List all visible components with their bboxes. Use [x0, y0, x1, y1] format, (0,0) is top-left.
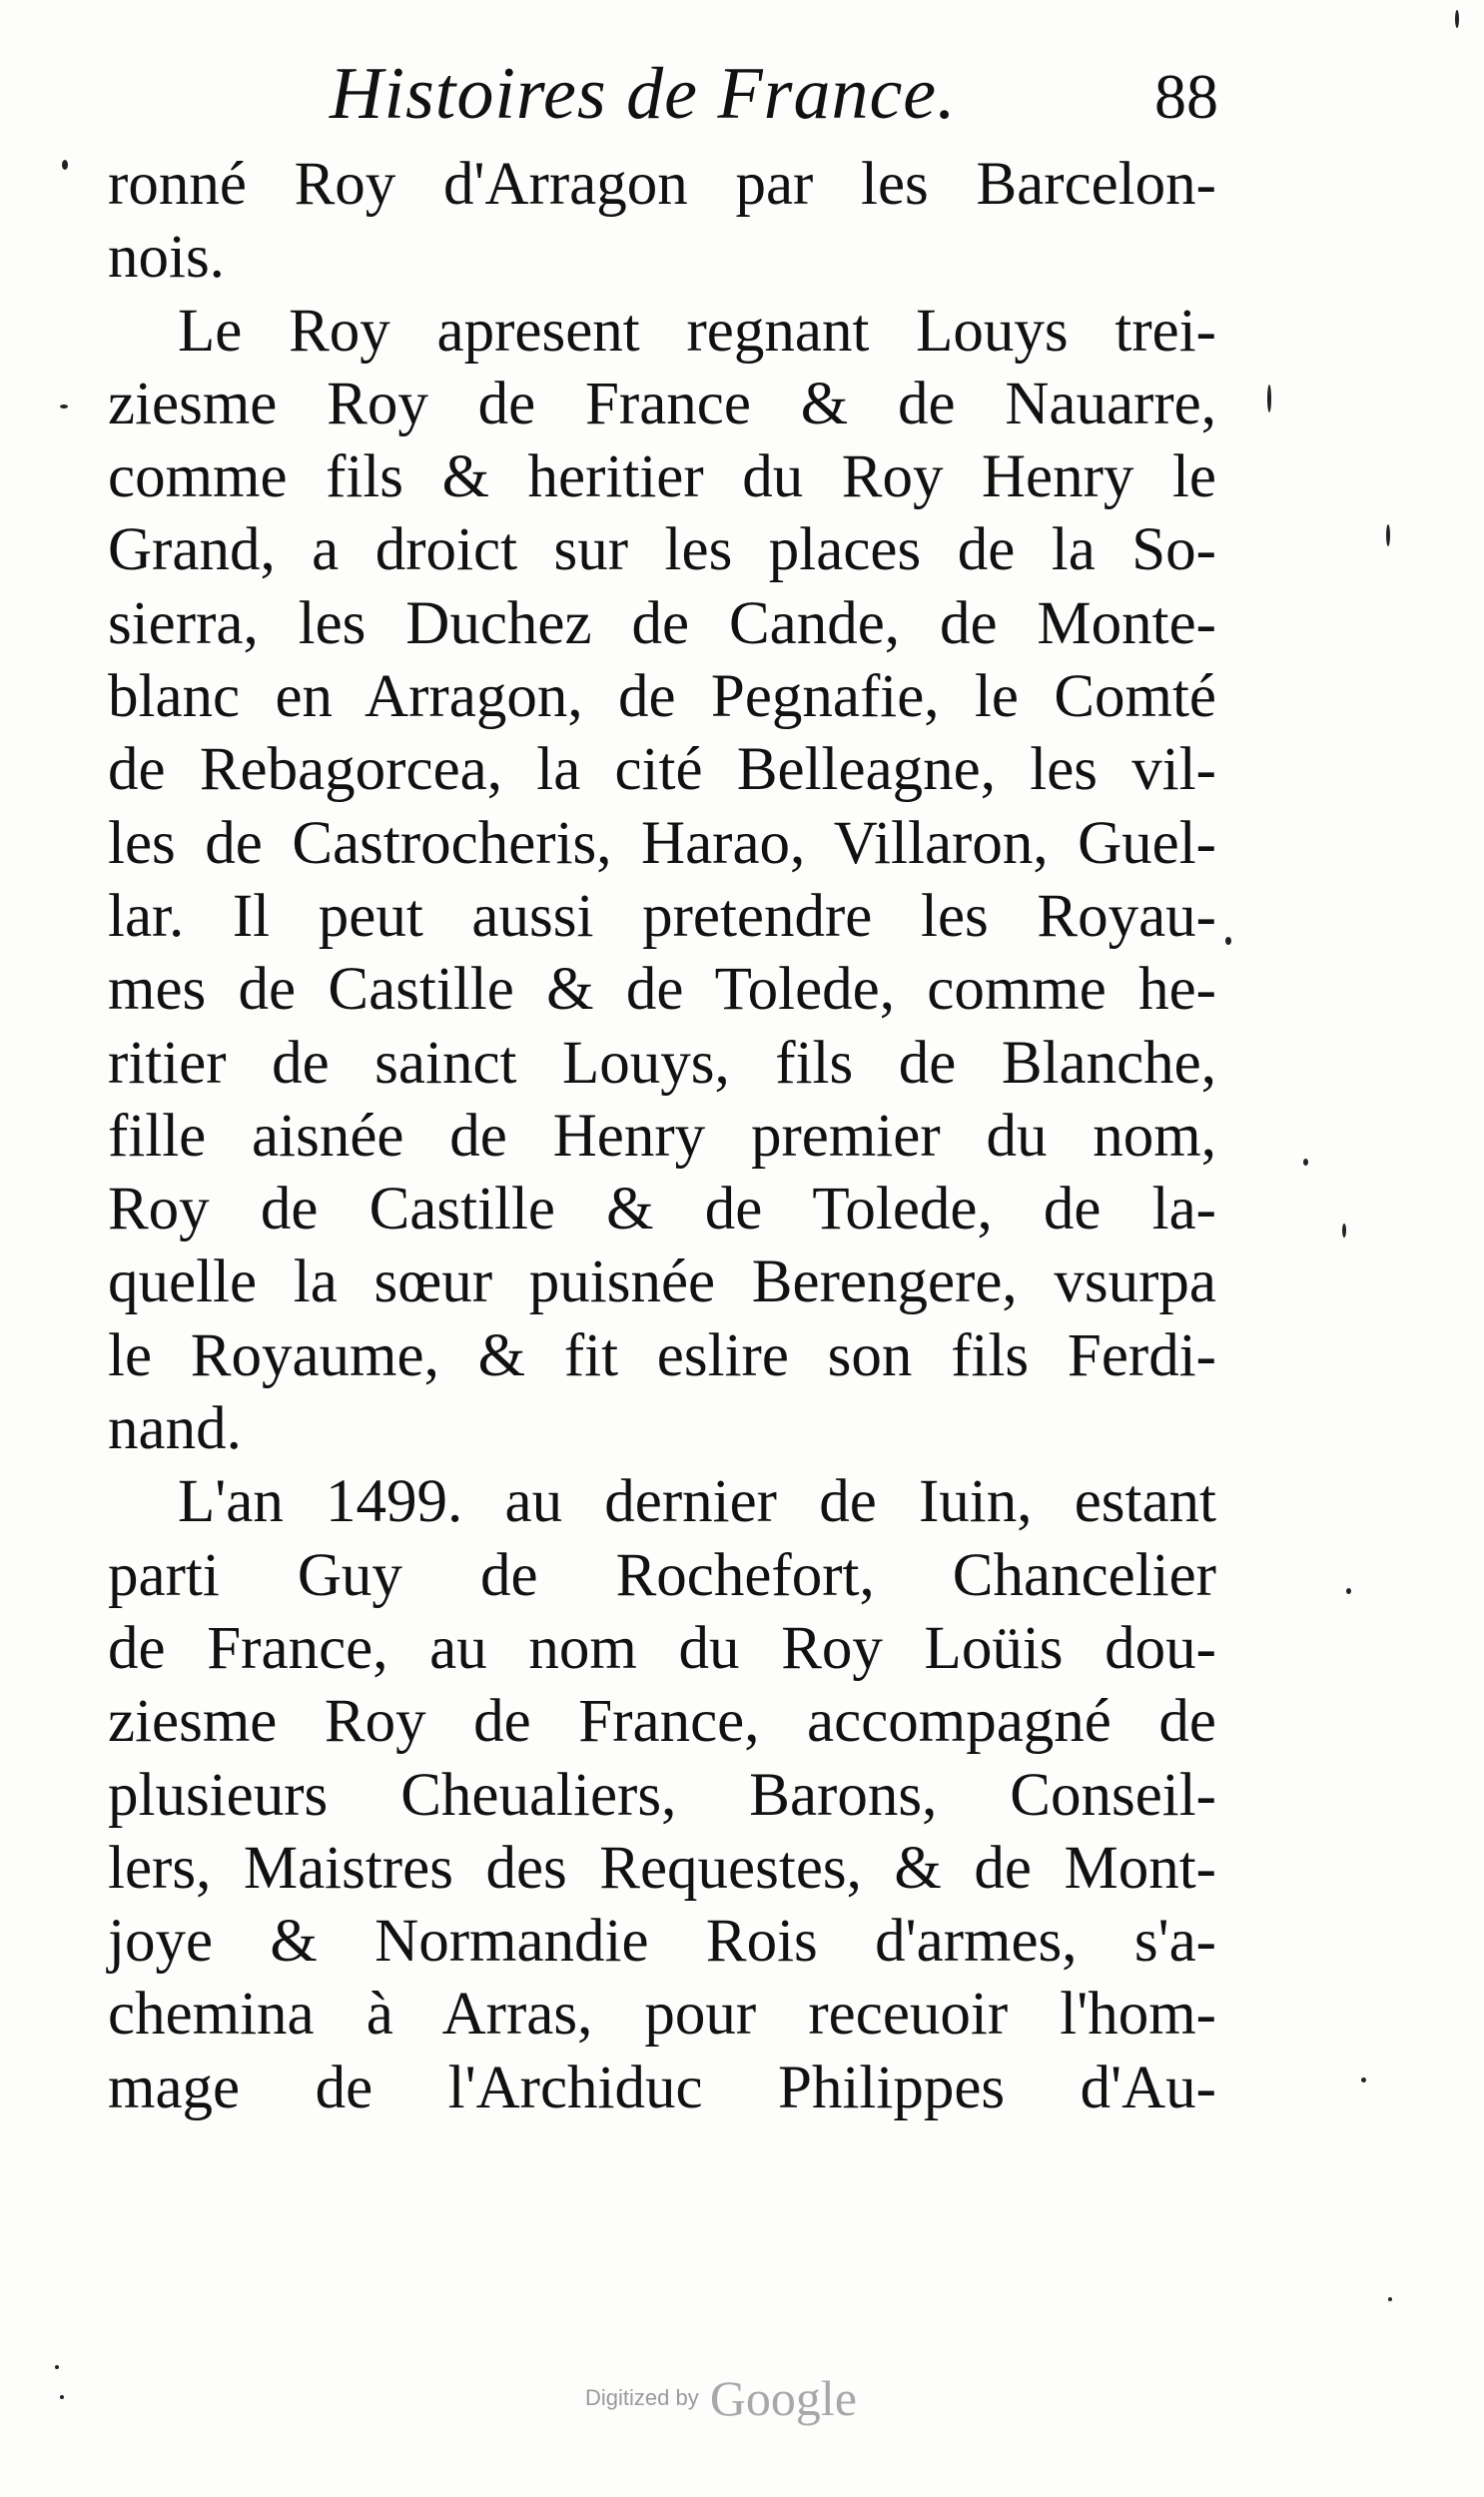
scan-speck — [60, 405, 68, 409]
scan-speck — [1267, 385, 1271, 413]
running-head — [330, 52, 1228, 142]
text-line: quelle la sœur puisnée Berengere, vsurpa — [108, 1248, 1216, 1316]
text-line: sierra, les Duchez de Cande, de Monte- — [108, 589, 1216, 657]
paragraph-first-line: Le Roy apresent regnant Louys trei- — [178, 297, 1216, 365]
page-number: 88 — [1154, 61, 1218, 132]
scan-speck — [62, 160, 68, 170]
scan-speck — [1386, 524, 1390, 546]
text-line: les de Castrocheris, Harao, Villaron, Guel- — [108, 809, 1216, 877]
scan-speck — [1455, 10, 1459, 28]
scan-speck — [1388, 2297, 1392, 2301]
text-line: ritier de sainct Louys, fils de Blanche, — [108, 1029, 1216, 1097]
scan-speck — [1303, 1159, 1308, 1166]
text-line: mage de l'Archiduc Philippes d'Au- — [108, 2054, 1216, 2121]
text-line: parti Guy de Rochefort, Chancelier — [108, 1541, 1216, 1609]
text-line: plusieurs Cheualiers, Barons, Conseil- — [108, 1761, 1216, 1829]
scan-speck — [1342, 1224, 1346, 1238]
watermark-brand: Google — [709, 2370, 858, 2426]
text-line: nois. — [108, 224, 225, 292]
text-line: chemina à Arras, pour receuoir l'hom- — [108, 1981, 1216, 2049]
text-line: blanc en Arragon, de Pegnafie, le Comté — [108, 663, 1216, 731]
digitization-watermark — [585, 2369, 925, 2429]
text-line: de France, au nom du Roy Loüis dou- — [108, 1614, 1216, 1682]
scan-speck — [1361, 2078, 1366, 2082]
scan-speck — [60, 2395, 64, 2399]
running-title: Histoires de France. — [330, 53, 957, 135]
text-line: de Rebagorcea, la cité Belleagne, les vil- — [108, 736, 1216, 804]
watermark-prefix: Digitized by — [585, 2385, 699, 2410]
text-line: ziesme Roy de France, accompagné de — [108, 1688, 1216, 1756]
text-line: mes de Castille & de Tolede, comme he- — [108, 956, 1216, 1024]
text-line: Roy de Castille & de Tolede, de la- — [108, 1176, 1216, 1244]
scan-speck — [55, 2365, 59, 2369]
text-line: ziesme Roy de France & de Nauarre, — [108, 370, 1216, 437]
text-line: nand. — [108, 1395, 242, 1463]
scan-speck — [1346, 1588, 1351, 1594]
text-line: comme fils & heritier du Roy Henry le — [108, 443, 1216, 511]
scan-speck — [1225, 937, 1231, 945]
text-line: fille aisnée de Henry premier du nom, — [108, 1102, 1216, 1170]
paragraph-first-line: L'an 1499. au dernier de Iuin, estant — [178, 1468, 1216, 1536]
text-line: ronné Roy d'Arragon par les Barcelon- — [108, 151, 1216, 218]
body-text — [108, 148, 1216, 2124]
text-line: le Royaume, & fit eslire son fils Ferdi- — [108, 1321, 1216, 1389]
text-line: joye & Normandie Rois d'armes, s'a- — [108, 1908, 1216, 1976]
text-line: Grand, a droict sur les places de la So- — [108, 516, 1216, 584]
text-line: lers, Maistres des Requestes, & de Mont- — [108, 1834, 1216, 1902]
text-line: lar. Il peut aussi pretendre les Royau- — [108, 882, 1216, 950]
